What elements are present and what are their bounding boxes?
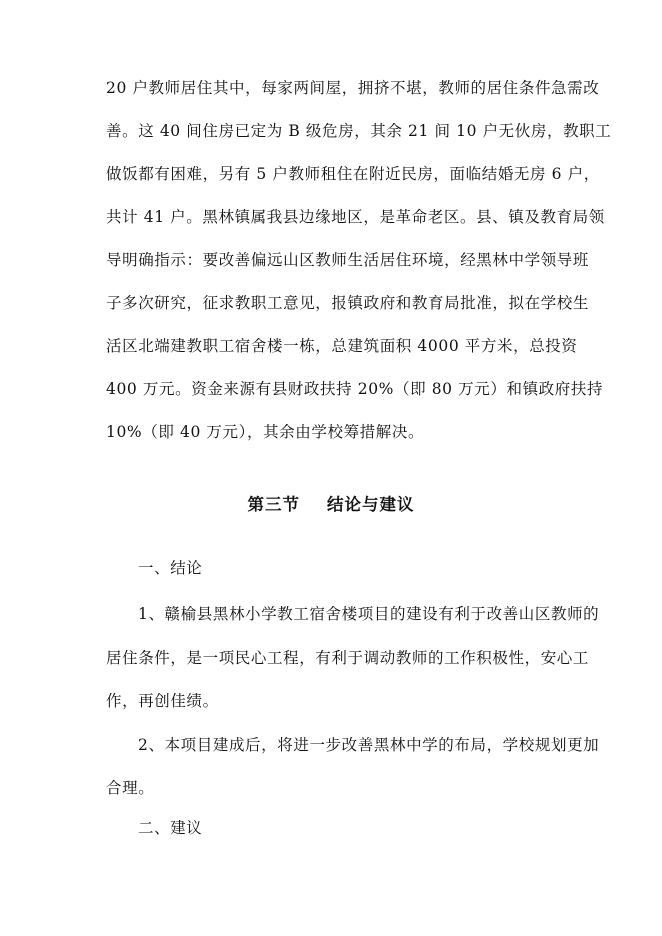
- text-line: 子多次研究，征求教职工意见，报镇政府和教育局批准，拟在学校生: [106, 294, 590, 312]
- text-line: 做饭都有困难，另有 5 户教师租住在附近民房，面临结婚无房 6 户，: [106, 165, 600, 183]
- text-line: 居住条件，是一项民心工程，有利于调动教师的工作积极性，安心工: [106, 649, 590, 667]
- text-line: 20 户教师居住其中，每家两间屋，拥挤不堪，教师的居住条件急需改: [106, 79, 600, 97]
- suggestion-heading: 二、建议: [138, 819, 203, 837]
- text-line: 1、赣榆县黑林小学教工宿舍楼项目的建设有利于改善山区教师的: [138, 605, 600, 623]
- text-line: 10%（即 40 万元），其余由学校筹措解决。: [106, 423, 425, 441]
- text-line: 作，再创佳绩。: [106, 692, 219, 710]
- text-line: 2、本项目建成后，将进一步改善黑林中学的布局，学校规划更加: [138, 736, 600, 754]
- text-line: 善。这 40 间住房已定为 B 级危房，其余 21 间 10 户无伙房，教职工: [106, 122, 612, 140]
- text-line: 导明确指示：要改善偏远山区教师生活居住环境，经黑林中学领导班: [106, 251, 590, 269]
- section-title: 第三节 结论与建议: [247, 495, 415, 514]
- text-line: 活区北端建教职工宿舍楼一栋，总建筑面积 4000 平方米，总投资: [106, 337, 578, 355]
- text-line: 400 万元。资金来源有县财政扶持 20%（即 80 万元）和镇政府扶持: [106, 380, 604, 398]
- conclusion-heading: 一、结论: [138, 559, 203, 577]
- text-line: 合理。: [106, 779, 155, 797]
- text-line: 共计 41 户。黑林镇属我县边缘地区，是革命老区。县、镇及教育局领: [106, 208, 605, 226]
